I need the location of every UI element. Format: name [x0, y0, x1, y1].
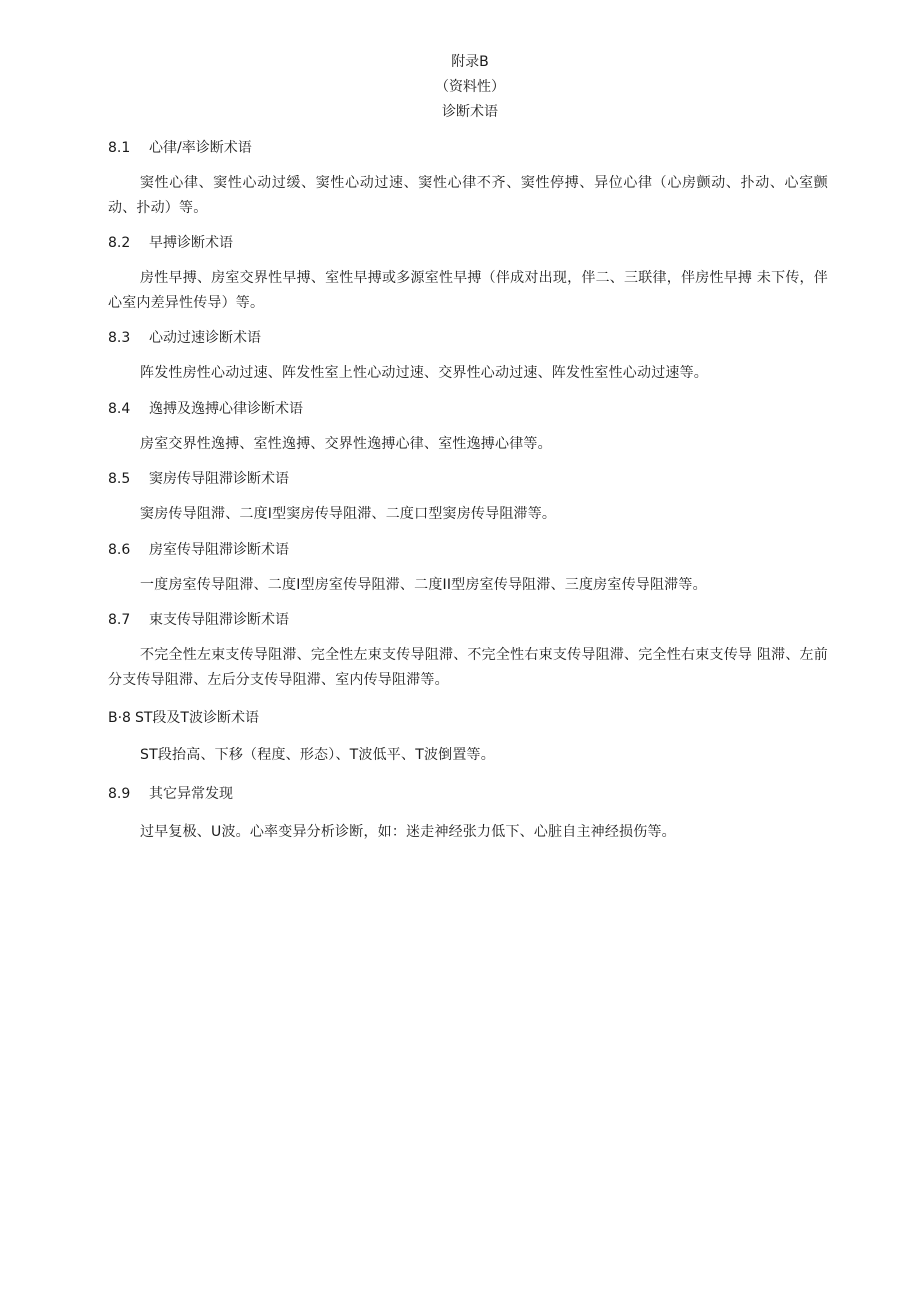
appendix-nature: （资料性）	[435, 79, 505, 95]
section-paragraph: 阵发性房性心动过速、阵发性室上性心动过速、交界性心动过速、阵发性室性心动过速等。	[140, 365, 708, 381]
section-title: 心动过速诊断术语	[149, 330, 261, 346]
section-title: 心律/率诊断术语	[149, 140, 252, 156]
section-number: 8.4	[108, 401, 131, 417]
section-number: B·8	[108, 710, 131, 726]
section-number: 8.9	[108, 786, 131, 802]
section-heading	[108, 540, 289, 560]
section-paragraph: 窦房传导阻滞、二度I型窦房传导阻滞、二度口型窦房传导阻滞等。	[140, 506, 557, 522]
section-heading	[108, 610, 289, 630]
section-heading	[108, 708, 259, 728]
section-number: 8.7	[108, 612, 131, 628]
section-heading	[108, 469, 289, 489]
section-number: 8.2	[108, 235, 131, 251]
section-title: 逸搏及逸搏心律诊断术语	[149, 401, 303, 417]
section-title: 窦房传导阻滞诊断术语	[149, 471, 289, 487]
section-heading	[108, 328, 261, 348]
section-paragraph: 房性早搏、房室交界性早搏、室性早搏或多源室性早搏（伴成对出现，伴二、三联律，伴房性早搏 未下传，伴心室内差异性传导）等。	[108, 270, 828, 311]
section-title: 早搏诊断术语	[149, 235, 233, 251]
section-title: ST段及T波诊断术语	[134, 710, 259, 726]
section-paragraph: ST段抬高、下移（程度、形态）、T波低平、T波倒置等。	[140, 747, 495, 763]
section-heading	[108, 784, 233, 804]
section-heading	[108, 233, 233, 253]
section-paragraph: 房室交界性逸搏、室性逸搏、交界性逸搏心律、室性逸搏心律等。	[140, 436, 552, 452]
appendix-label: 附录B	[451, 54, 489, 70]
section-title: 房室传导阻滞诊断术语	[149, 542, 289, 558]
section-paragraph: 窦性心律、窦性心动过缓、窦性心动过速、窦性心律不齐、窦性停搏、异位心律（心房颤动、扑动、心室颤动、扑动）等。	[108, 175, 828, 216]
section-number: 8.5	[108, 471, 131, 487]
section-paragraph: 不完全性左束支传导阻滞、完全性左束支传导阻滞、不完全性右束支传导阻滞、完全性右束支传导 阻滞、左前分支传导阻滞、左后分支传导阻滞、室内传导阻滞等。	[108, 647, 828, 688]
section-heading	[108, 399, 303, 419]
section-title: 其它异常发现	[149, 786, 233, 802]
appendix-title: 诊断术语	[442, 104, 498, 120]
section-number: 8.3	[108, 330, 131, 346]
section-title: 束支传导阻滞诊断术语	[149, 612, 289, 628]
section-paragraph: 过早复极、U波。心率变异分析诊断，如：迷走神经张力低下、心脏自主神经损伤等。	[140, 824, 676, 840]
section-number: 8.1	[108, 140, 131, 156]
section-paragraph: 一度房室传导阻滞、二度I型房室传导阻滞、二度II型房室传导阻滞、三度房室传导阻滞等。	[140, 577, 707, 593]
section-heading	[108, 138, 252, 158]
section-number: 8.6	[108, 542, 131, 558]
